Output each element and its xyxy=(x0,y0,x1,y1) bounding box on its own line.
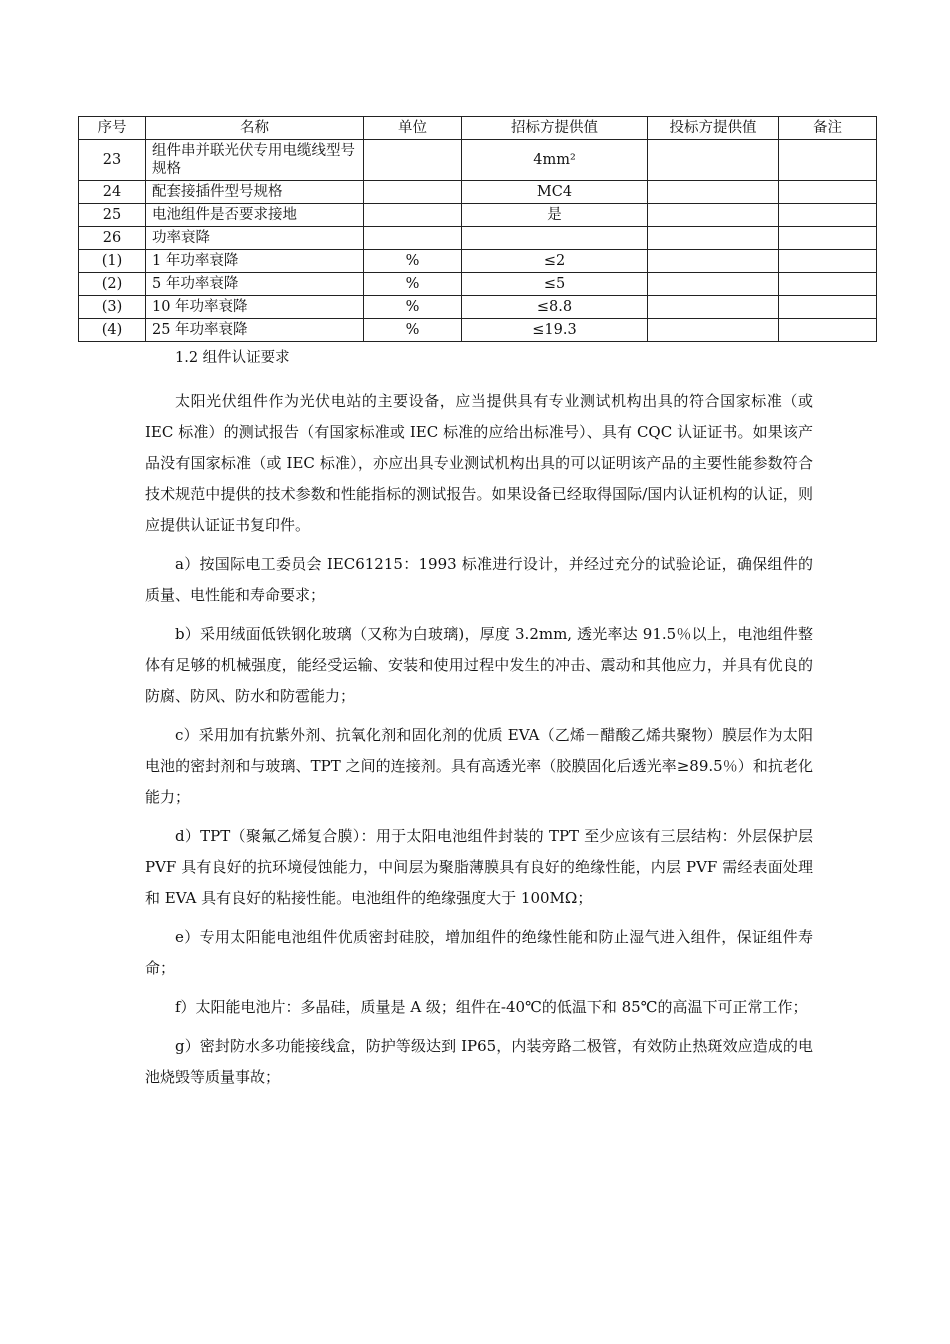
paragraph: a）按国际电工委员会 IEC61215：1993 标准进行设计，并经过充分的试验论证，确保组件的质量、电性能和寿命要求； xyxy=(145,555,813,604)
paragraph: c）采用加有抗紫外剂、抗氧化剂和固化剂的优质 EVA（乙烯－醋酸乙烯共聚物）膜层作为太阳电池的密封剂和与玻璃、TPT 之间的连接剂。具有高透光率（胶膜固化后透光率≥89.5％）和抗老化能力； xyxy=(145,726,813,806)
cell-name: 组件串并联光伏专用电缆线型号规格 xyxy=(146,140,364,181)
cell-unit xyxy=(364,227,462,250)
header-note: 备注 xyxy=(779,117,877,140)
cell-name: 1 年功率衰降 xyxy=(146,250,364,273)
cell-required-value: ≤2 xyxy=(462,250,648,273)
cell-required-value xyxy=(462,227,648,250)
table-row xyxy=(79,250,877,273)
cell-note xyxy=(779,204,877,227)
cell-required-value: ≤8.8 xyxy=(462,296,648,319)
table-row xyxy=(79,227,877,250)
cell-note xyxy=(779,140,877,181)
section-body xyxy=(145,348,813,1101)
cell-unit xyxy=(364,140,462,181)
cell-name: 10 年功率衰降 xyxy=(146,296,364,319)
paragraph: f）太阳能电池片：多晶硅，质量是 A 级；组件在-40℃的低温下和 85℃的高温下可正常工作； xyxy=(175,998,808,1016)
cell-bid-value xyxy=(648,296,779,319)
paragraph: d）TPT（聚氟乙烯复合膜）：用于太阳电池组件封装的 TPT 至少应该有三层结构：外层保护层 PVF 具有良好的抗环境侵蚀能力，中间层为聚脂薄膜具有良好的绝缘性能，内层 PVF 需经表面处理和 EVA 具有良好的粘接性能。电池组件的绝缘强度大于 100MΩ； xyxy=(145,827,813,907)
spec-table xyxy=(78,116,877,342)
cell-unit: % xyxy=(364,319,462,342)
cell-note xyxy=(779,181,877,204)
table-row xyxy=(79,319,877,342)
cell-name: 25 年功率衰降 xyxy=(146,319,364,342)
cell-bid-value xyxy=(648,319,779,342)
cell-unit xyxy=(364,181,462,204)
cell-required-value: 是 xyxy=(462,204,648,227)
cell-name: 5 年功率衰降 xyxy=(146,273,364,296)
cell-bid-value xyxy=(648,227,779,250)
cell-note xyxy=(779,319,877,342)
cell-required-value: ≤19.3 xyxy=(462,319,648,342)
cell-unit: % xyxy=(364,296,462,319)
cell-bid-value xyxy=(648,181,779,204)
table-header-row xyxy=(79,117,877,140)
cell-note xyxy=(779,296,877,319)
cell-bid-value xyxy=(648,140,779,181)
section-heading: 1.2 组件认证要求 xyxy=(175,350,290,366)
table-row xyxy=(79,204,877,227)
cell-note xyxy=(779,273,877,296)
cell-bid-value xyxy=(648,250,779,273)
paragraph: 太阳光伏组件作为光伏电站的主要设备，应当提供具有专业测试机构出具的符合国家标准（或 IEC 标准）的测试报告（有国家标准或 IEC 标准的应给出标准号）、具有 CQC 认证证书。如果该产品没有国家标准（或 IEC 标准），亦应出具专业测试机构出具的可以证明该产品的主要性能参数符合技术规范中提供的技术参数和性能指标的测试报告。如果设备已经取得国际/国内认证机构的认证，则应提供认证证书复印件。 xyxy=(145,392,813,534)
cell-note xyxy=(779,227,877,250)
header-bid-value: 投标方提供值 xyxy=(648,117,779,140)
cell-required-value: 4mm² xyxy=(462,140,648,181)
cell-bid-value xyxy=(648,204,779,227)
header-required-value: 招标方提供值 xyxy=(462,117,648,140)
cell-no: 24 xyxy=(79,181,146,204)
cell-name: 电池组件是否要求接地 xyxy=(146,204,364,227)
cell-required-value: MC4 xyxy=(462,181,648,204)
paragraph: b）采用绒面低铁钢化玻璃（又称为白玻璃)，厚度 3.2mm, 透光率达 91.5％以上，电池组件整体有足够的机械强度，能经受运输、安装和使用过程中发生的冲击、震动和其他应力，并具有优良的防腐、防风、防水和防雹能力； xyxy=(145,625,813,705)
header-no: 序号 xyxy=(79,117,146,140)
cell-unit: % xyxy=(364,273,462,296)
cell-no: 25 xyxy=(79,204,146,227)
paragraph: e）专用太阳能电池组件优质密封硅胶，增加组件的绝缘性能和防止湿气进入组件，保证组件寿命； xyxy=(145,928,813,977)
cell-unit: % xyxy=(364,250,462,273)
header-unit: 单位 xyxy=(364,117,462,140)
cell-name: 配套接插件型号规格 xyxy=(146,181,364,204)
header-name: 名称 xyxy=(146,117,364,140)
cell-no: (4) xyxy=(79,319,146,342)
cell-no: 26 xyxy=(79,227,146,250)
cell-no: (3) xyxy=(79,296,146,319)
cell-no: 23 xyxy=(79,140,146,181)
cell-required-value: ≤5 xyxy=(462,273,648,296)
cell-name: 功率衰降 xyxy=(146,227,364,250)
cell-unit xyxy=(364,204,462,227)
cell-bid-value xyxy=(648,273,779,296)
table-row xyxy=(79,181,877,204)
cell-no: (1) xyxy=(79,250,146,273)
cell-note xyxy=(779,250,877,273)
table-row xyxy=(79,140,877,181)
cell-no: (2) xyxy=(79,273,146,296)
table-row xyxy=(79,296,877,319)
table-row xyxy=(79,273,877,296)
paragraph: g）密封防水多功能接线盒，防护等级达到 IP65，内装旁路二极管，有效防止热斑效应造成的电池烧毁等质量事故； xyxy=(145,1037,813,1086)
